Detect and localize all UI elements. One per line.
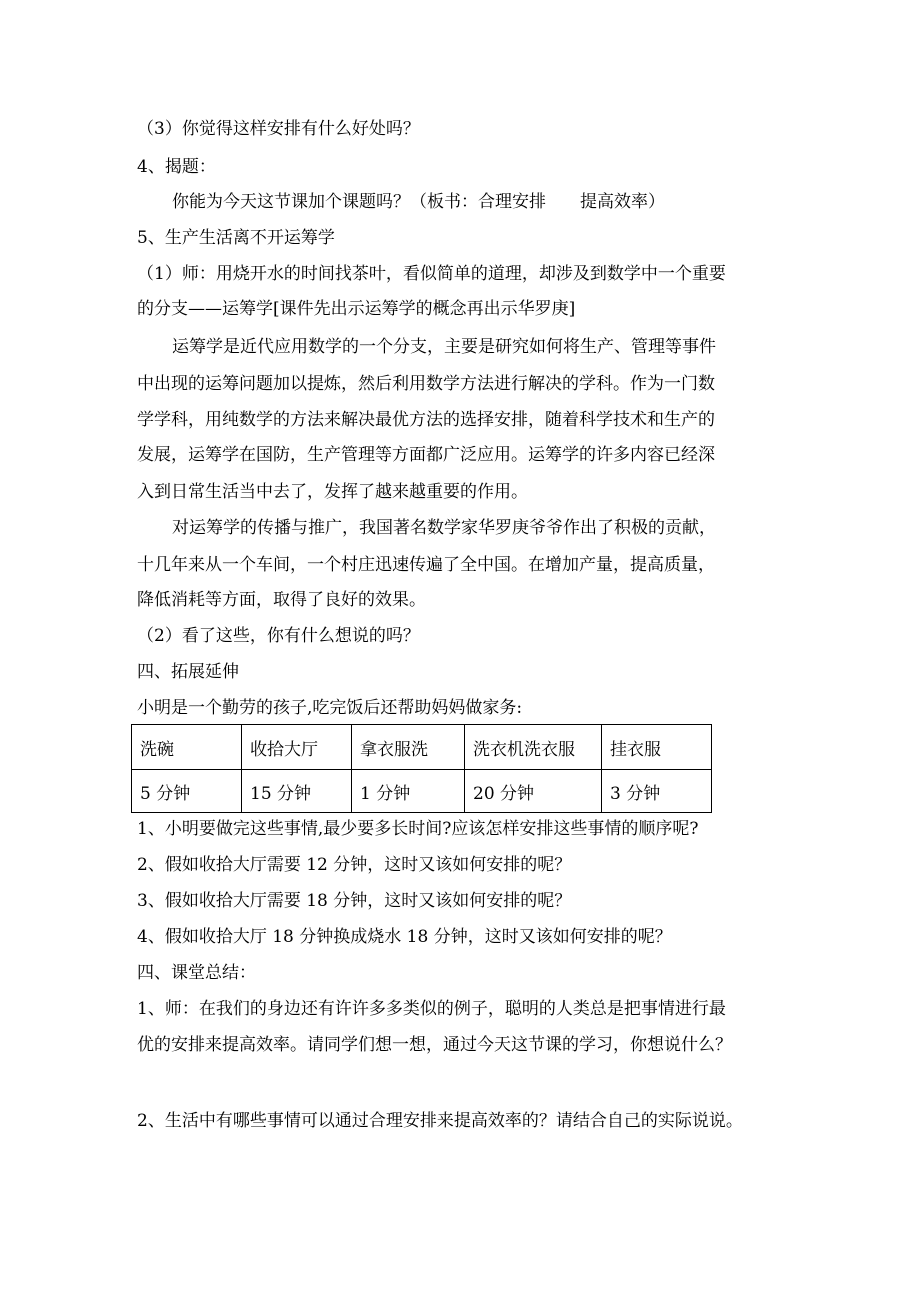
section-heading: 四、拓展延伸 [137,662,239,682]
text-line: （1）师：用烧开水的时间找茶叶，看似简单的道理，却涉及到数学中一个重要 [137,264,726,284]
paragraph-line: 降低消耗等方面，取得了良好的效果。 [137,590,426,610]
task-cell: 拿衣服洗 [352,725,465,770]
question-line: 2、假如收拾大厅需要 12 分钟，这时又该如何安排的呢？ [137,855,572,875]
text-line: 优的安排来提高效率。请同学们想一想，通过今天这节课的学习，你想说什么？ [137,1035,732,1055]
time-cell: 3 分钟 [602,770,712,813]
task-cell: 挂衣服 [602,725,712,770]
task-cell: 收拾大厅 [242,725,352,770]
question-line: 1、小明要做完这些事情,最少要多长时间?应该怎样安排这些事情的顺序呢? [137,819,699,839]
text-line: （2）看了这些，你有什么想说的吗？ [137,626,420,646]
task-cell: 洗衣机洗衣服 [465,725,602,770]
question-line: 3、假如收拾大厅需要 18 分钟，这时又该如何安排的呢？ [137,891,572,911]
paragraph-line: 学学科，用纯数学的方法来解决最优方法的选择安排，随着科学技术和生产的 [137,410,715,430]
chores-table [131,724,712,813]
paragraph-line: 十几年来从一个车间，一个村庄迅速传遍了全中国。在增加产量，提高质量， [137,555,715,575]
question-line: 4、假如收拾大厅 18 分钟换成烧水 18 分钟，这时又该如何安排的呢？ [137,927,672,947]
time-cell: 15 分钟 [242,770,352,813]
time-cell: 1 分钟 [352,770,465,813]
time-cell: 5 分钟 [132,770,242,813]
text-line: 的分支——运筹学[课件先出示运筹学的概念再出示华罗庚] [137,299,576,319]
section-heading: 四、课堂总结： [137,963,256,983]
paragraph-line: 运筹学是近代应用数学的一个分支，主要是研究如何将生产、管理等事件 [172,337,716,357]
text-line: （3）你觉得这样安排有什么好处吗？ [137,119,420,139]
paragraph-line: 发展，运筹学在国防，生产管理等方面都广泛应用。运筹学的许多内容已经深 [137,445,715,465]
task-cell: 洗碗 [132,725,242,770]
table-row [132,725,712,770]
paragraph-line: 对运筹学的传播与推广，我国著名数学家华罗庚爷爷作出了积极的贡献， [172,518,716,538]
section-heading: 5、生产生活离不开运筹学 [137,228,335,248]
section-heading: 4、揭题： [137,157,216,177]
paragraph-line: 中出现的运筹问题加以提炼，然后利用数学方法进行解决的学科。作为一门数 [137,374,715,394]
paragraph-line: 入到日常生活当中去了，发挥了越来越重要的作用。 [137,482,528,502]
text-line: 你能为今天这节课加个课题吗？（板书：合理安排 提高效率） [172,192,665,212]
text-line: 2、生活中有哪些事情可以通过合理安排来提高效率的？请结合自己的实际说说。 [137,1111,743,1131]
time-cell: 20 分钟 [465,770,602,813]
table-row [132,770,712,813]
text-line: 1、师：在我们的身边还有许许多多类似的例子，聪明的人类总是把事情进行最 [137,999,726,1019]
text-line: 小明是一个勤劳的孩子,吃完饭后还帮助妈妈做家务: [137,698,523,718]
